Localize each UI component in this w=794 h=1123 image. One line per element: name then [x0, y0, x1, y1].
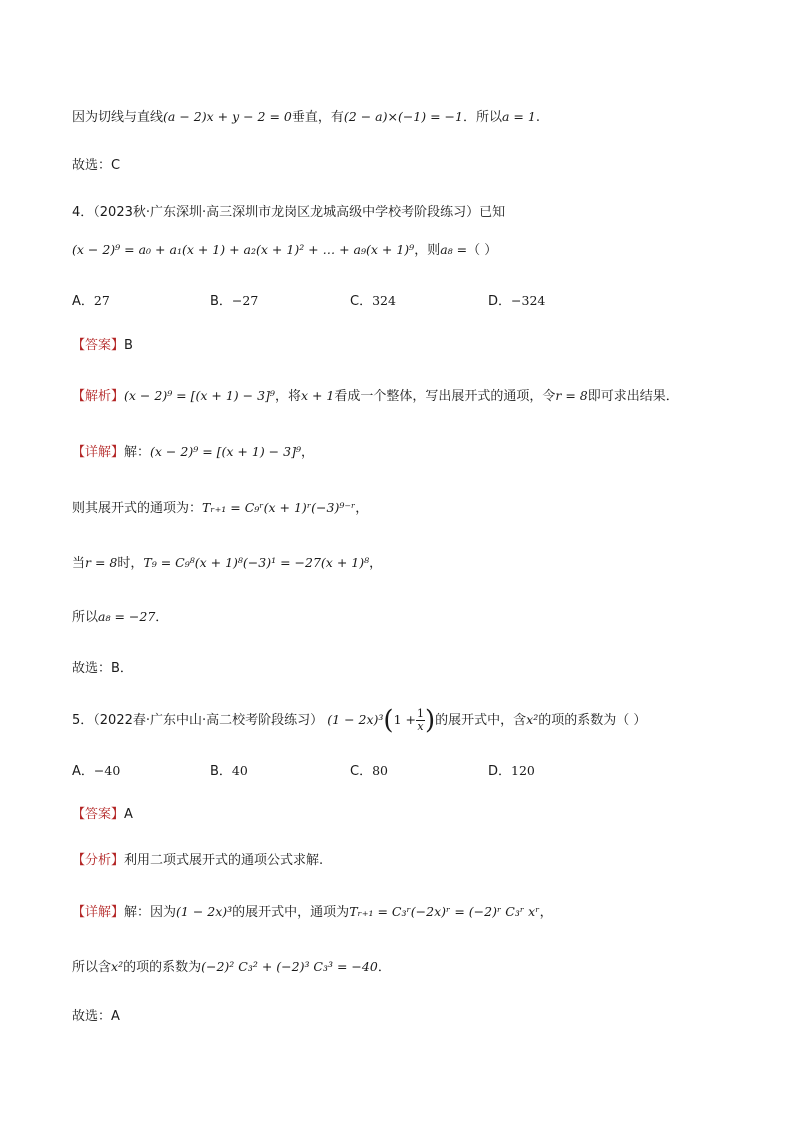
- q4-formula-line: [72, 240, 497, 261]
- q4-answer-tag: 【答案】: [72, 338, 125, 353]
- q5-analysis-tag: 【分析】: [72, 853, 125, 868]
- q5-final: 故选：A: [72, 1009, 120, 1024]
- q5-header: 5．（2022春·广东中山·高二校考阶段练习） (1 − 2x)³(1 + $\frac{1}{x}$ )的展开式中，含x²的项的系数为（ ）: [72, 705, 647, 736]
- q5-left-paren: (: [383, 705, 394, 736]
- q5-detail-tag: 【详解】: [72, 905, 125, 920]
- q4-answer-value: B: [124, 338, 133, 353]
- q5-answer: [72, 805, 133, 825]
- q5-answer-value: A: [124, 807, 133, 822]
- q4-ask-post: （ ）: [467, 243, 498, 258]
- q5-right-paren: ): [424, 705, 436, 736]
- q5-coef-formula: (−2)² C₃² + (−2)³ C₃³ = −40: [201, 959, 378, 974]
- q5-option-b: B．40: [210, 763, 248, 779]
- q4-ask-var: a₈ =: [440, 242, 468, 257]
- q4-term-formula: Tᵣ₊₁ = C₉ʳ(x + 1)ʳ(−3)⁹⁻ʳ: [202, 500, 356, 515]
- q5-fraction: $\frac{1}{x}$: [416, 707, 424, 733]
- q4-conclusion: 所以a₈ = −27．: [72, 609, 169, 625]
- q5-detail: 【详解】解：因为(1 − 2x)³的展开式中，通项为Tᵣ₊₁ = C₃ʳ(−2x)ʳ = (−2)ʳ C₃ʳ xʳ，: [72, 904, 553, 920]
- prev-answer-text: 故选：C: [72, 158, 121, 173]
- q4-analysis: 【解析】(x − 2)⁹ = [(x + 1) − 3]⁹，将x + 1看成一个整体，写出展开式的通项，令r = 8即可求出结果．: [72, 388, 679, 404]
- intro-text: 因为切线与直线: [72, 110, 164, 125]
- intro-line: [72, 107, 540, 128]
- q4-general-term: 则其展开式的通项为：Tᵣ₊₁ = C₉ʳ(x + 1)ʳ(−3)⁹⁻ʳ，: [72, 500, 369, 516]
- q5-option-c: C．80: [350, 763, 388, 779]
- intro-text-post: ．所以: [462, 110, 502, 125]
- q4-option-c: C．324: [350, 293, 396, 309]
- q5-analysis: 【分析】利用二项式展开式的通项公式求解.: [72, 853, 324, 868]
- q4-final: 故选：B．: [72, 661, 133, 676]
- q5-term-formula: Tᵣ₊₁ = C₃ʳ(−2x)ʳ = (−2)ʳ C₃ʳ xʳ: [349, 904, 540, 919]
- q4-analysis-tag: 【解析】: [72, 389, 125, 404]
- q5-answer-tag: 【答案】: [72, 807, 125, 822]
- q4-header-text: 4．（2023秋·广东深圳·高三深圳市龙岗区龙城高级中学校考阶段练习）已知: [72, 205, 506, 220]
- q4-detail-tag: 【详解】: [72, 445, 125, 460]
- q5-coefficient: 所以含x²的项的系数为(−2)² C₃² + (−2)³ C₃³ = −40．: [72, 959, 391, 975]
- q5-header-text: 5．（2022春·广东中山·高二校考阶段练习）: [72, 713, 324, 728]
- prev-answer: [72, 156, 120, 176]
- q4-option-a: A．27: [72, 293, 110, 309]
- q5-option-a: A．−40: [72, 763, 121, 779]
- q4-ask-pre: ，则: [414, 243, 441, 258]
- intro-end: .: [535, 110, 540, 125]
- q4-detail: 【详解】解：(x − 2)⁹ = [(x + 1) − 3]⁹，: [72, 444, 314, 460]
- q4-option-b: B．−27: [210, 293, 259, 309]
- intro-text-mid: 垂直，有: [291, 110, 344, 125]
- q5-expr-a: (1 − 2x)³: [327, 712, 384, 727]
- q4-when-r8: 当r = 8时，T₉ = C₉⁸(x + 1)⁸(−3)¹ = −27(x + 1)⁸，: [72, 555, 383, 571]
- q4-formula: (x − 2)⁹ = a₀ + a₁(x + 1) + a₂(x + 1)² + … + a₉(x + 1)⁹: [72, 242, 415, 257]
- q4-answer: [72, 336, 133, 356]
- intro-equation-3: a = 1: [502, 109, 536, 124]
- intro-equation-2: (2 − a)×(−1) = −1: [343, 109, 463, 124]
- q4-t9-formula: T₉ = C₉⁸(x + 1)⁸(−3)¹ = −27(x + 1)⁸: [143, 555, 370, 570]
- q4-option-d: D．−324: [488, 293, 546, 309]
- intro-equation-1: (a − 2)x + y − 2 = 0: [163, 109, 292, 124]
- q5-option-d: D．120: [488, 763, 535, 779]
- q4-header: [72, 203, 505, 223]
